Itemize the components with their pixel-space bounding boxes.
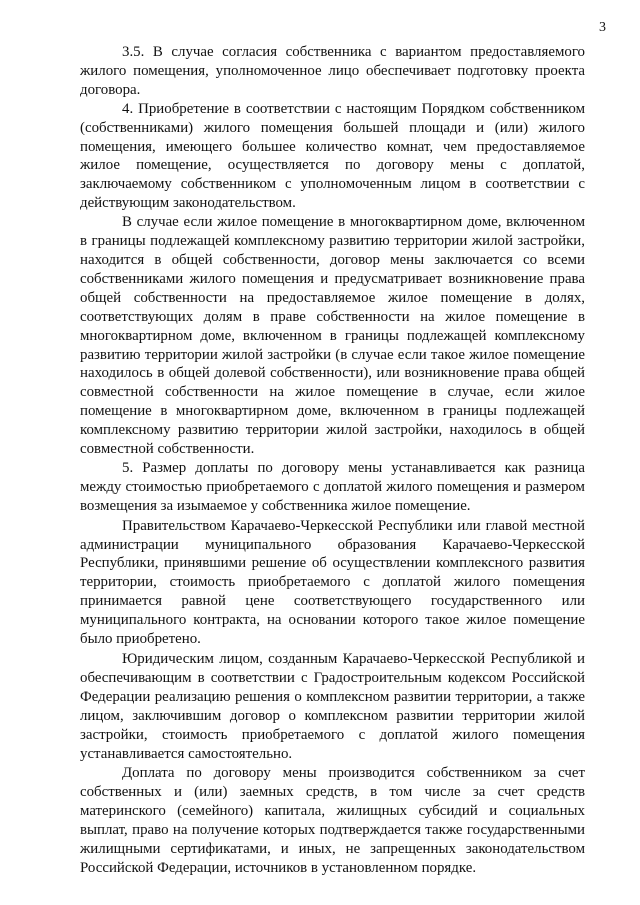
paragraph-legal-entity-price: Юридическим лицом, созданным Карачаево-Черкесской Республикой и обеспечивающим в соответствии с Градостроительным кодексом Российской Федерации реализацию решения о комплексном развитии территории, а также лицом, заключившим договор о комплексном развитии территории жилой застройки, стоимость приобретаемого с доплатой жилого помещения устанавливается самостоятельно. xyxy=(80,651,585,762)
paragraph-3-5: 3.5. В случае согласия собственника с вариантом предоставляемого жилого помещения, уполномоченное лицо обеспечивает подготовку проекта договора. xyxy=(80,44,585,98)
paragraph-4: 4. Приобретение в соответствии с настоящим Порядком собственником (собственниками) жилого помещения большей площади и (или) жилого помещения, имеющего большее количество комнат, чем предоставляемое жилое помещение, осуществляется по договору мены с доплатой, заключаемому собственником с уполномоченным лицом в соответствии с действующим законодательством. xyxy=(80,100,585,212)
paragraph-common-ownership: В случае если жилое помещение в многоквартирном доме, включенном в границы подлежащей комплексному развитию территории жилой застройки, находится в общей собственности, договор мены заключается со всеми собственниками жилого помещения и предусматривает возникновение права общей собственности на предоставляемое жилое помещение в долях, соответствующих долям в праве собственности на жилое помещение в многоквартирном доме, включенном в границы подлежащей комплексному развитию территории жилой застройки (в случае если такое жилое помещение находилось в общей долевой собственности), или возникновение права общей совместной собственности на жилое помещение в случае, если жилое помещение в многоквартирном доме, включенном в границы подлежащей комплексному развитию территории жилой застройки, находилось в общей совместной собственности. xyxy=(80,214,585,458)
paragraph-payment-sources: Доплата по договору мены производится собственником за счет собственных и (или) заемных средств, в том числе за счет средств материнского (семейного) капитала, жилищных субсидий и социальных выплат, право на получение которых подтверждается также государственными жилищными сертификатами, и иных, не запрещенных законодательством Российской Федерации, источников в установленном порядке. xyxy=(80,765,585,876)
page-number: 3 xyxy=(599,20,606,35)
paragraph-government-price: Правительством Карачаево-Черкесской Республики или главой местной администрации муниципального образования Карачаево-Черкесской Республики, принявшими решение об осуществлении комплексного развития территории, стоимость приобретаемого с доплатой жилого помещения принимается равной цене соответствующего государственного или муниципального контракта, на основании которого такое жилое помещение было приобретено. xyxy=(80,517,585,648)
paragraph-5: 5. Размер доплаты по договору мены устанавливается как разница между стоимостью приобретаемого с доплатой жилого помещения и размером возмещения за изымаемое у собственника жилое помещение. xyxy=(80,459,585,514)
document-body xyxy=(80,43,585,878)
